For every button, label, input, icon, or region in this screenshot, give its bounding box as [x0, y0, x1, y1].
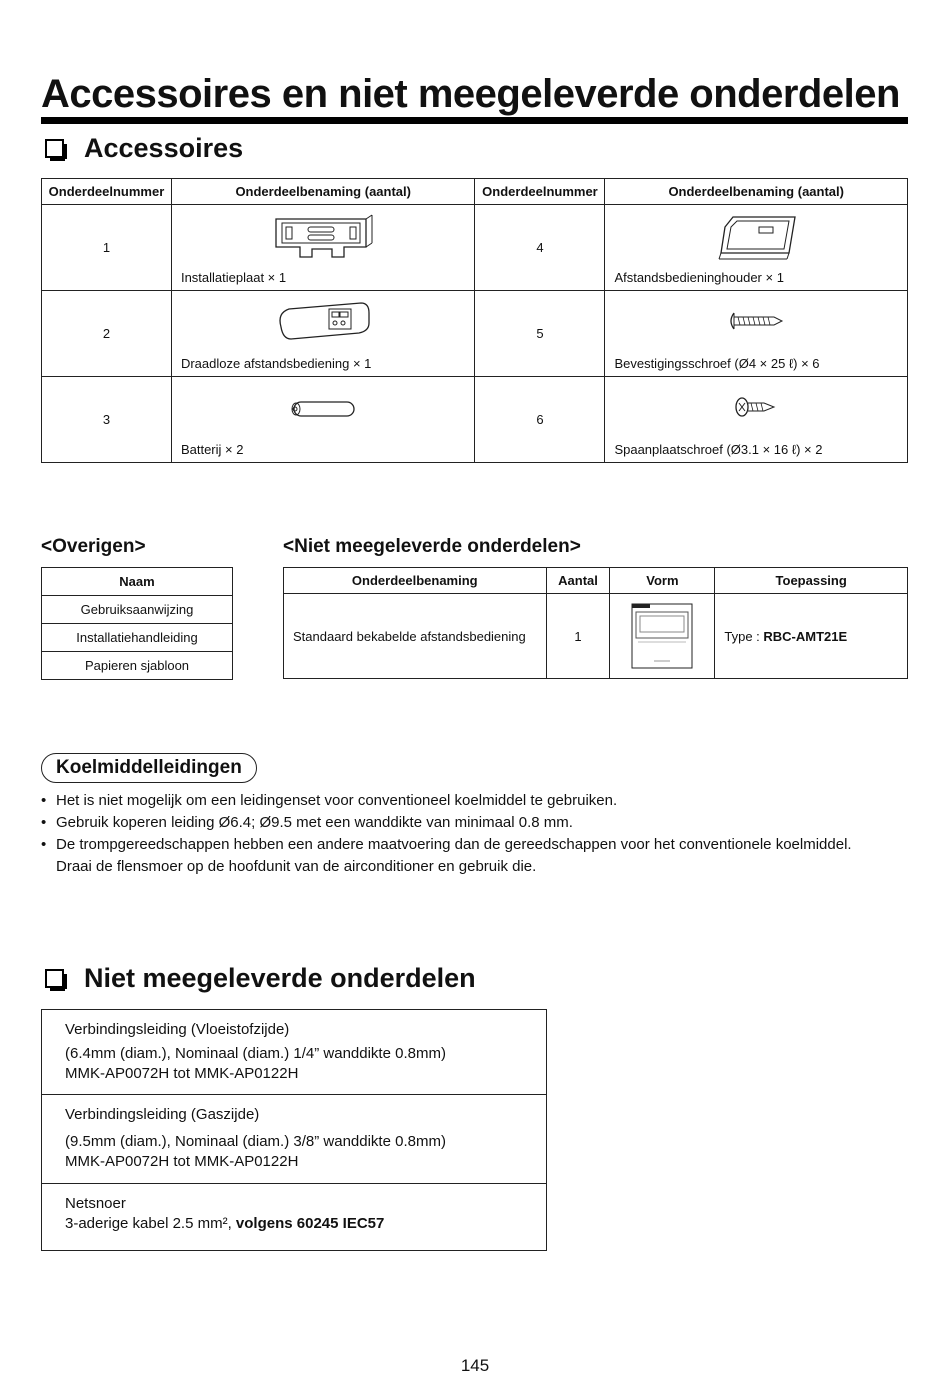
liquid-spec: (6.4mm (diam.), Nominaal (diam.) 1/4” wanddikte 0.8mm)	[65, 1045, 446, 1062]
parts-box	[41, 1009, 547, 1251]
table-row	[42, 377, 908, 463]
cord-title: Netsnoer	[65, 1195, 126, 1212]
col-header-number-left: Onderdeelnummer	[42, 179, 172, 205]
liquid-title: Verbindingsleiding (Vloeistofzijde)	[65, 1021, 290, 1038]
col-header-count: Aantal	[546, 568, 610, 594]
cord-spec-bold: volgens 60245 IEC57	[235, 1215, 385, 1232]
liquid-models: MMK-AP0072H tot MMK-AP0122H	[65, 1065, 299, 1082]
table-row	[42, 205, 908, 291]
col-header-number-right: Onderdeelnummer	[475, 179, 605, 205]
accessories-header-row	[42, 179, 908, 205]
list-item: Installatiehandleiding	[42, 624, 233, 652]
col-header-name-left: Onderdeelbenaming (aantal)	[171, 179, 475, 205]
part-number: 1	[42, 205, 172, 291]
part-name: Standaard bekabelde afstandsbediening	[284, 594, 547, 679]
cord-spec-prefix: 3-aderige kabel 2.5 mm²,	[65, 1215, 236, 1232]
tapping-screw-icon	[605, 395, 907, 419]
application-cell	[715, 594, 908, 679]
remote-holder-icon	[605, 213, 907, 263]
part-name: Batterij × 2	[180, 442, 244, 457]
section-accessoires-title: Accessoires	[84, 133, 244, 163]
table-row	[42, 291, 908, 377]
col-header-shape: Vorm	[610, 568, 715, 594]
wired-remote-icon	[630, 602, 694, 670]
niet-meegeleverd-header-row	[284, 568, 908, 594]
page-title: Accessoires en niet meegeleverde onderdelen	[41, 72, 900, 116]
section-accessoires-heading	[41, 133, 243, 164]
wired-remote-cell	[610, 594, 715, 679]
wireless-remote-icon	[172, 299, 475, 343]
part-number: 2	[42, 291, 172, 377]
part-cell	[171, 205, 475, 291]
gas-models: MMK-AP0072H tot MMK-AP0122H	[65, 1153, 299, 1170]
koelmiddel-notes	[41, 791, 881, 877]
gas-line-part	[42, 1095, 546, 1184]
niet-meegeleverd-title: <Niet meegeleverde onderdelen>	[283, 536, 581, 557]
part-number: 6	[475, 377, 605, 463]
list-item: • De trompgereedschappen hebben een andere maatvoering dan de gereedschappen voor het conventionele koelmiddel.	[41, 835, 881, 855]
part-number: 4	[475, 205, 605, 291]
cord-spec	[65, 1214, 524, 1234]
list-item: • Gebruik koperen leiding Ø6.4; Ø9.5 met een wanddikte van minimaal 0.8 mm.	[41, 813, 881, 833]
part-count: 1	[546, 594, 610, 679]
col-header-partname: Onderdeelbenaming	[284, 568, 547, 594]
power-cord-part	[42, 1184, 546, 1250]
gas-title: Verbindingsleiding (Gaszijde)	[65, 1106, 260, 1123]
checkbox-square-icon	[45, 139, 64, 158]
table-row	[284, 594, 908, 679]
list-item: • Het is niet mogelijk om een leidingenset voor conventioneel koelmiddel te gebruiken.	[41, 791, 881, 811]
list-item: Gebruiksaanwijzing	[42, 596, 233, 624]
koelmiddel-title: Koelmiddelleidingen	[41, 753, 257, 783]
part-cell	[171, 291, 475, 377]
part-cell	[171, 377, 475, 463]
installation-plate-icon	[172, 213, 475, 263]
page-number: 145	[460, 1356, 490, 1375]
battery-icon	[172, 399, 475, 421]
checkbox-square-icon	[45, 969, 64, 988]
col-header-name-right: Onderdeelbenaming (aantal)	[605, 179, 908, 205]
part-name: Afstandsbedieninghouder × 1	[614, 270, 784, 285]
section-niet-meegeleverd-heading	[41, 963, 476, 994]
fixing-screw-icon	[605, 311, 907, 331]
part-number: 3	[42, 377, 172, 463]
col-header-application: Toepassing	[715, 568, 908, 594]
gas-spec: (9.5mm (diam.), Nominaal (diam.) 3/8” wanddikte 0.8mm)	[65, 1133, 446, 1150]
overigen-title: <Overigen>	[41, 536, 146, 557]
part-cell	[605, 205, 908, 291]
section-niet-meegeleverd-title: Niet meegeleverde onderdelen	[84, 963, 476, 993]
part-name: Bevestigingsschroef (Ø4 × 25 ℓ) × 6	[614, 356, 820, 371]
part-cell	[605, 377, 908, 463]
type-model: RBC-AMT21E	[763, 628, 848, 644]
koelmiddel-continuation: Draai de flensmoer op de hoofdunit van de airconditioner en gebruik die.	[56, 858, 537, 875]
part-name: Spaanplaatschroef (Ø3.1 × 16 ℓ) × 2	[614, 442, 823, 457]
part-cell	[605, 291, 908, 377]
niet-meegeleverd-table	[283, 567, 908, 679]
part-number: 5	[475, 291, 605, 377]
list-item: Papieren sjabloon	[42, 652, 233, 680]
type-prefix: Type :	[724, 628, 764, 644]
liquid-line-part	[42, 1010, 546, 1095]
accessories-table	[41, 178, 908, 463]
title-rule	[41, 117, 908, 124]
part-name: Installatieplaat × 1	[180, 270, 287, 285]
part-name: Draadloze afstandsbediening × 1	[180, 356, 372, 371]
overigen-table	[41, 567, 233, 680]
overigen-header: Naam	[42, 568, 233, 596]
